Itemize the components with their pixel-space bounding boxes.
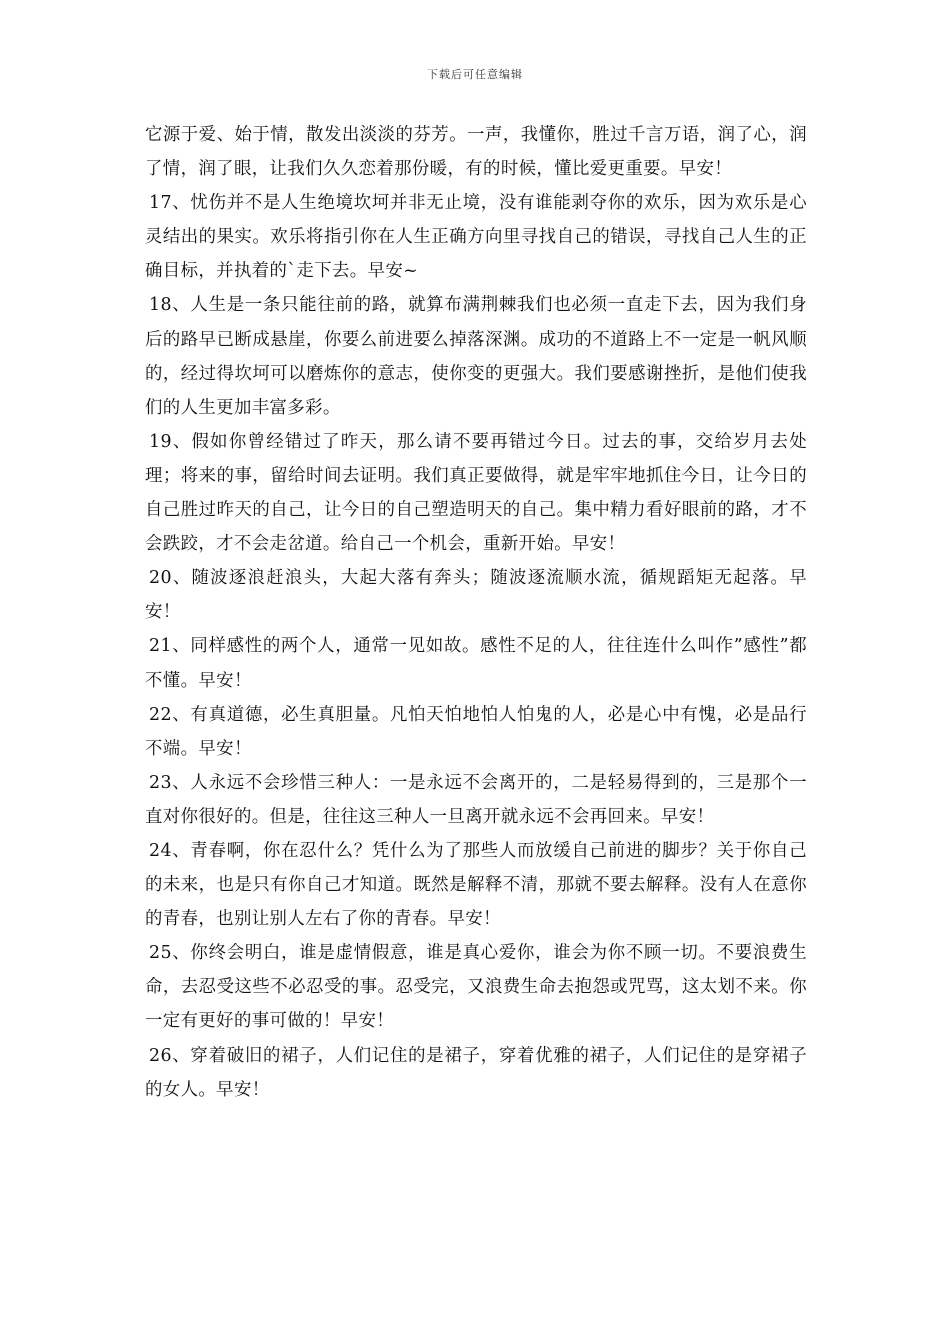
paragraph-17: 17、忧伤并不是人生绝境坎坷并非无止境，没有谁能剥夺你的欢乐，因为欢乐是心灵结出的果实。欢乐将指引你在人生正确方向里寻找自己的错误，寻找自己人生的正确目标，并执着的`走下去。早安~ [145, 193, 807, 282]
document-body [145, 118, 807, 1107]
paragraph-18: 18、人生是一条只能往前的路，就算布满荆棘我们也必须一直走下去，因为我们身后的路早已断成悬崖，你要么前进要么掉落深渊。成功的不道路上不一定是一帆风顺的，经过得坎坷可以磨炼你的意志，使你变的更强大。我们要感谢挫折，是他们使我们的人生更加丰富多彩。 [145, 295, 807, 418]
paragraph-continuation: 它源于爱、始于情，散发出淡淡的芬芳。一声，我懂你，胜过千言万语，润了心，润了情，润了眼，让我们久久恋着那份暖，有的时候，懂比爱更重要。早安！ [145, 125, 807, 180]
paragraph-22: 22、有真道德，必生真胆量。凡怕天怕地怕人怕鬼的人，必是心中有愧，必是品行不端。早安！ [145, 704, 807, 759]
paragraph-19: 19、假如你曾经错过了昨天，那么请不要再错过今日。过去的事，交给岁月去处理；将来的事，留给时间去证明。我们真正要做得，就是牢牢地抓住今日，让今日的自己胜过昨天的自己，让今日的自己塑造明天的自己。集中精力看好眼前的路，才不会跌跤，才不会走岔道。给自己一个机会，重新开始。早安！ [145, 431, 807, 555]
paragraph-23: 23、人永远不会珍惜三种人：一是永远不会离开的，二是轻易得到的，三是那个一直对你很好的。但是，往往这三种人一旦离开就永远不会再回来。早安！ [145, 772, 807, 827]
paragraph-24: 24、青春啊，你在忍什么？凭什么为了那些人而放缓自己前进的脚步？关于你自己的未来，也是只有你自己才知道。既然是解释不清，那就不要去解释。没有人在意你的青春，也别让别人左右了你的青春。早安！ [145, 840, 807, 930]
paragraph-25: 25、你终会明白，谁是虚情假意，谁是真心爱你，谁会为你不顾一切。不要浪费生命，去忍受这些不必忍受的事。忍受完，又浪费生命去抱怨或咒骂，这太划不来。你一定有更好的事可做的！早安！ [145, 943, 807, 1032]
page-header: 下载后可任意编辑 [427, 68, 523, 81]
paragraph-20: 20、随波逐浪赶浪头，大起大落有奔头；随波逐流顺水流，循规蹈矩无起落。早安！ [145, 568, 807, 623]
paragraph-26: 26、穿着破旧的裙子，人们记住的是裙子，穿着优雅的裙子，人们记住的是穿裙子的女人。早安！ [145, 1045, 807, 1100]
paragraph-21: 21、同样感性的两个人，通常一见如故。感性不足的人，往往连什么叫作”感性”都不懂。早安！ [145, 636, 807, 691]
